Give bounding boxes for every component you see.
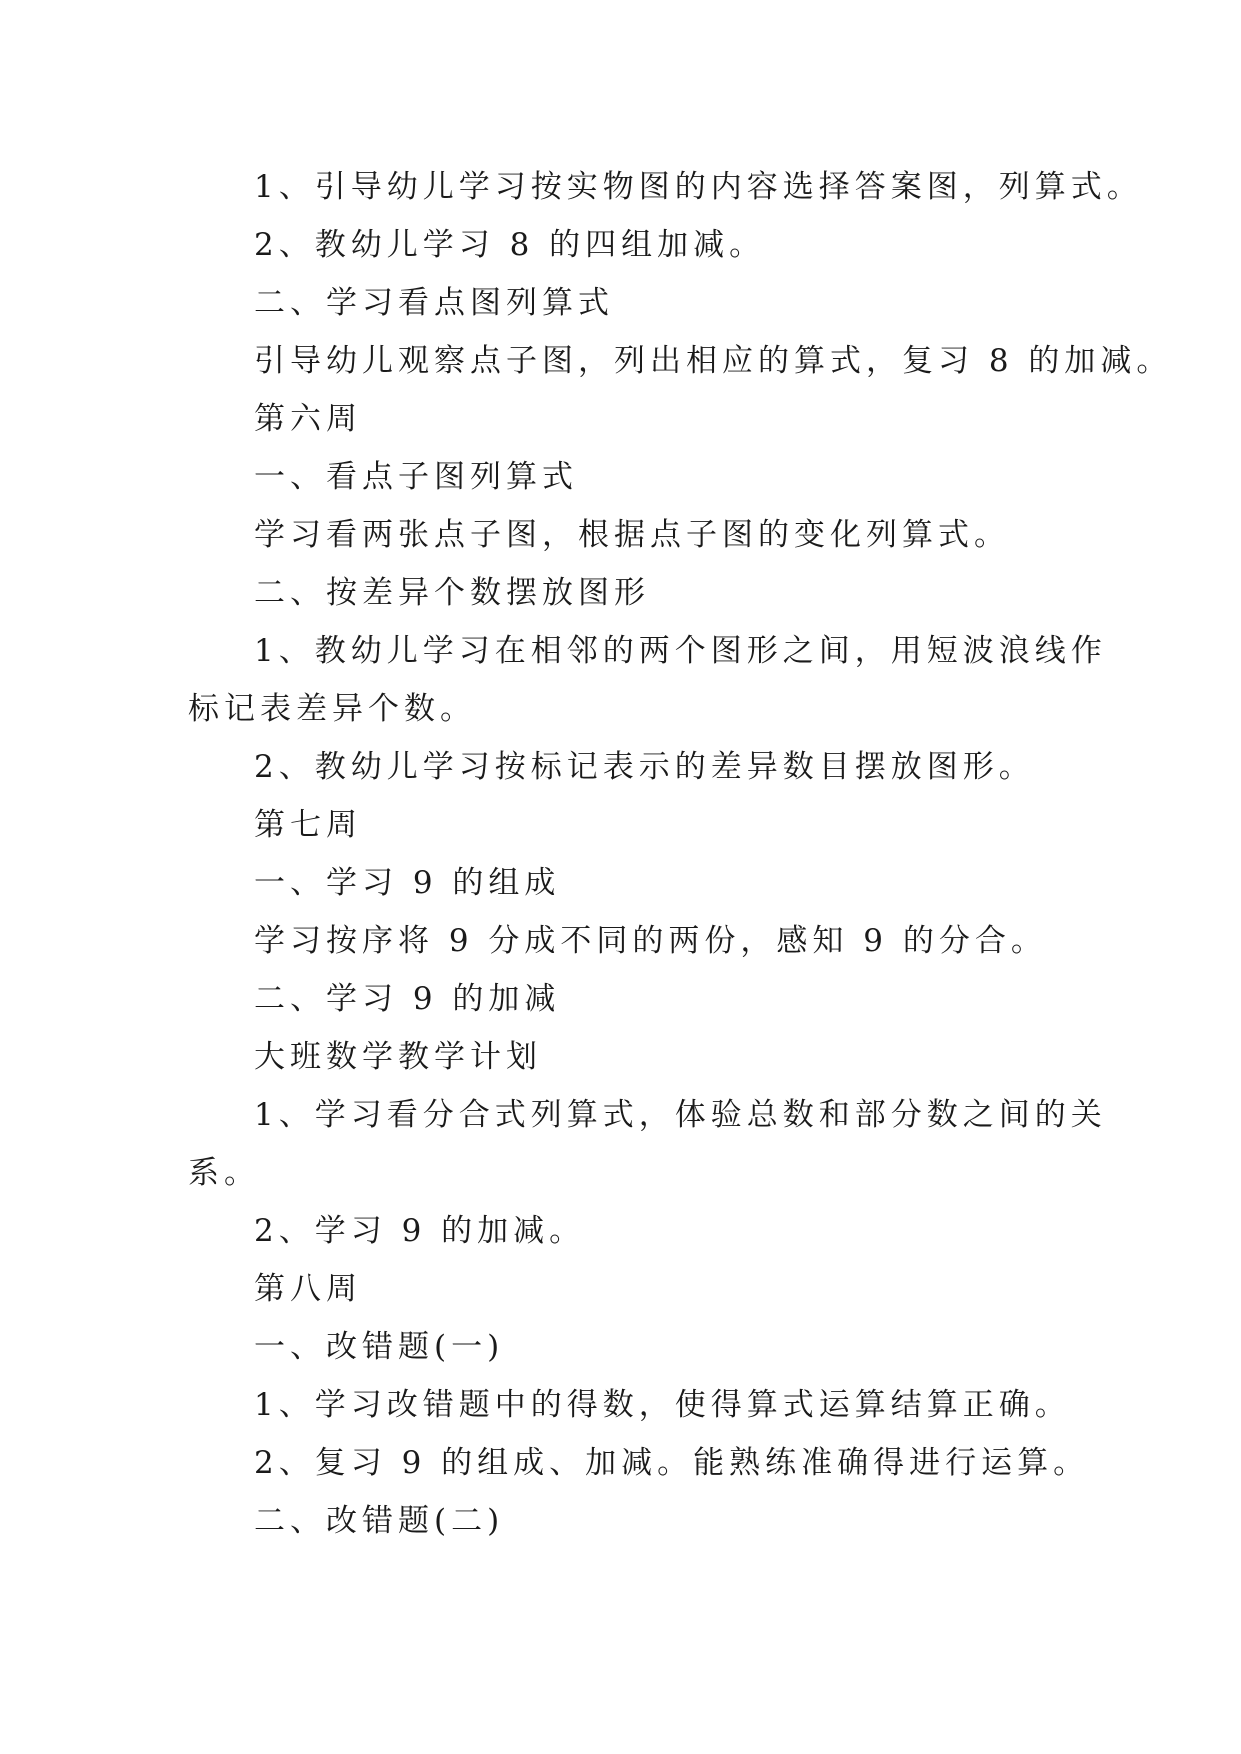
text-line: 学习按序将 9 分成不同的两份，感知 9 的分合。 bbox=[254, 923, 1047, 959]
document-title-line: 大班数学教学计划 bbox=[254, 1039, 542, 1075]
text-line: 2、教幼儿学习按标记表示的差异数目摆放图形。 bbox=[254, 749, 1035, 785]
section-heading: 一、改错题(一) bbox=[254, 1329, 505, 1365]
section-heading: 二、按差异个数摆放图形 bbox=[254, 575, 650, 611]
section-heading: 一、学习 9 的组成 bbox=[254, 865, 561, 901]
text-line: 1、教幼儿学习在相邻的两个图形之间，用短波浪线作 bbox=[254, 633, 1107, 669]
text-line-continuation: 系。 bbox=[188, 1155, 260, 1191]
section-heading: 二、学习 9 的加减 bbox=[254, 981, 561, 1017]
text-line: 学习看两张点子图，根据点子图的变化列算式。 bbox=[254, 517, 1010, 553]
week-heading: 第六周 bbox=[254, 401, 362, 437]
document-body bbox=[188, 158, 1173, 1550]
section-heading: 二、学习看点图列算式 bbox=[254, 285, 614, 321]
text-line: 2、复习 9 的组成、加减。能熟练准确得进行运算。 bbox=[254, 1445, 1090, 1481]
text-line: 1、学习看分合式列算式，体验总数和部分数之间的关 bbox=[254, 1097, 1107, 1133]
section-heading: 一、看点子图列算式 bbox=[254, 459, 578, 495]
week-heading: 第七周 bbox=[254, 807, 362, 843]
text-line: 引导幼儿观察点子图，列出相应的算式，复习 8 的加减。 bbox=[254, 343, 1173, 379]
text-line: 2、教幼儿学习 8 的四组加减。 bbox=[254, 227, 766, 263]
text-line-continuation: 标记表差异个数。 bbox=[188, 691, 476, 727]
text-line: 2、学习 9 的加减。 bbox=[254, 1213, 586, 1249]
section-heading: 二、改错题(二) bbox=[254, 1503, 505, 1539]
week-heading: 第八周 bbox=[254, 1271, 362, 1307]
text-line: 1、学习改错题中的得数，使得算式运算结算正确。 bbox=[254, 1387, 1071, 1423]
text-line: 1、引导幼儿学习按实物图的内容选择答案图，列算式。 bbox=[254, 169, 1143, 205]
